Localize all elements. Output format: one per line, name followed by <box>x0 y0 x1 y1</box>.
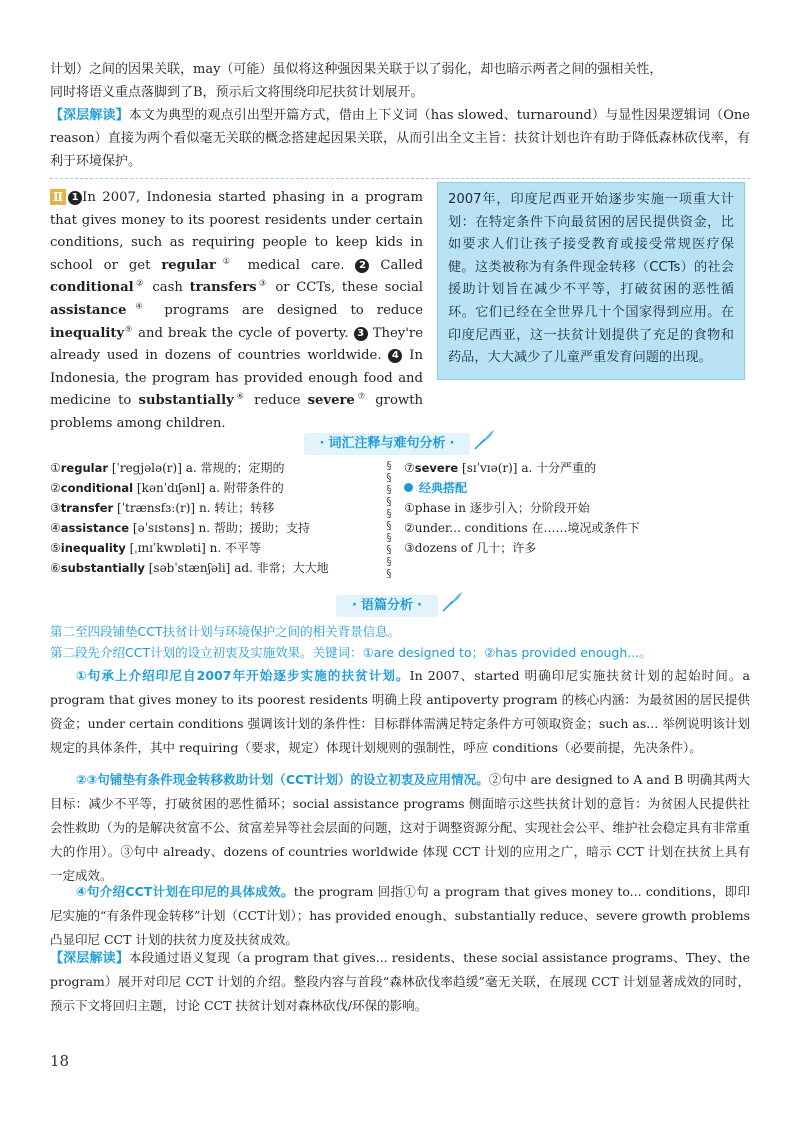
vocab-item: ②conditional [kənˈdɪʃənl] a. 附带条件的 <box>50 481 284 495</box>
vocab-ref: ⑦ <box>354 391 369 401</box>
analysis-deep-reading <box>50 946 750 1018</box>
collocation-item: ②under... conditions 在……境况或条件下 <box>404 521 640 535</box>
intro-paragraph <box>50 58 750 104</box>
vocab-item: ①regular [ˈregjələ(r)] a. 常规的；定期的 <box>50 461 285 475</box>
vocab-ref: ① <box>215 256 237 266</box>
sentence-marker: 3 <box>354 327 368 341</box>
collocation-item: ①phase in 逐步引入；分阶段开始 <box>404 501 590 515</box>
paragraph-number-badge: Ⅱ <box>50 189 66 205</box>
intro-deep-reading <box>50 104 750 173</box>
sentence-3: They're already used in dozens of countries worldwide. <box>50 325 423 364</box>
sentence-marker: 1 <box>68 191 82 205</box>
sentence-2a: Called <box>380 257 423 273</box>
sentence-2c: or CCTs, these social <box>268 280 424 296</box>
deep-reading-tag: 【深层解读】 <box>50 108 129 123</box>
vocab-item: ⑤inequality [ˌɪnɪˈkwɒləti] n. 不平等 <box>50 541 261 555</box>
vocab-word: substantially <box>138 393 234 409</box>
intro-line-1: 计划）之间的因果关联，may（可能）虽似将这种强因果关联于以了弱化，却也暗示两者之间的强相关性， <box>50 62 663 77</box>
vocab-word: regular <box>161 257 216 273</box>
vocab-ref: ⑤ <box>124 324 134 334</box>
quill-pen-icon <box>440 590 464 618</box>
vocab-ref: ⑥ <box>233 391 247 401</box>
collocation-item: ③dozens of 几十；许多 <box>404 541 537 555</box>
sentence-2b: cash <box>145 280 190 296</box>
page-number: 18 <box>50 1052 70 1070</box>
vocab-section-header <box>0 428 800 450</box>
vocab-item: ⑦severe [sɪˈvɪə(r)] a. 十分严重的 <box>404 461 597 475</box>
vocab-section-title: 词汇注释与难句分析 <box>328 435 446 451</box>
intro-line-2: 同时将语义重点落脚到了B，预示后文将围绕印尼扶贫计划展开。 <box>50 85 424 100</box>
sentence-2e: and break the cycle of poverty. <box>133 325 354 341</box>
bullet-dot-icon <box>404 483 413 492</box>
analysis-section-title: 语篇分析 <box>360 597 413 613</box>
vocab-section-title-pill: · 词汇注释与难句分析 · <box>304 433 471 455</box>
quill-pen-icon <box>472 428 496 456</box>
sentence-4a: In Indonesia, the program has provided enough food and medicine to <box>50 348 423 409</box>
translation-box: 2007年，印度尼西亚开始逐步实施一项重大计划：在特定条件下向最贫困的居民提供资金，比如要求人们让孩子接受教育或接受常规医疗保健。这类被称为有条件现金转移（CCTs）的社会援助计划旨在减少不平等，打破贫困的恶性循环。它们已经在全世界几十个国家得到应用。在印度尼西亚，这一扶贫计划提供了充足的食物和药品，大大减少了儿童严重发育问题的出现。 <box>437 182 745 380</box>
analysis-sentence-2-3: ②③句铺垫有条件现金转移救助计划（CCT计划）的设立初衷及应用情况。②句中 are designed to A and B 明确其两大目标：减少不平等，打破贫困的恶性循环；social assistance programs 侧面暗示这些扶贫计划的意旨：为贫困人民提供社会性救助（为的是解决贫富不公、贫富差异等社会层面的问题，这对于调整资源分配、实现社会公平、维护社会稳定具有非常重大的作用）。③句中 already、dozens of countries worldwide 体现 CCT 计划的应用之广，暗示 CCT 计划在扶贫上具有一定成效。 <box>50 772 751 883</box>
deep-reading-text: 本段通过语义复现（a program that gives... residents、these social assistance programs、They、the program）展开对印尼 CCT 计划的介绍。整段内容与首段“森林砍伐率趋缓”毫无关联，在展现 CCT 计划显著成效的同时，预示下文将回归主题，讨论 CCT 扶贫计划对森林砍伐/环保的影响。 <box>50 950 750 1013</box>
vocab-ref: ④ <box>126 301 152 311</box>
english-passage <box>50 187 423 436</box>
dashed-divider <box>50 178 750 179</box>
analysis-sentence-4: ④句介绍CCT计划在印尼的具体成效。the program 回指①句 a program that gives money to... conditions，即印尼实施的“有条件现金转移”计划（CCT计划）；has provided enough、substantially reduce、severe growth problems 凸显印尼 CCT 计划的扶贫力度及扶贫成效。 <box>50 884 750 947</box>
sentence-4b: reduce <box>246 393 308 409</box>
analysis-sentence-1: ①句承上介绍印尼自2007年开始逐步实施的扶贫计划。In 2007、started 明确印尼实施扶贫计划的起始时间。a program that gives money to its poorest residents 明确上段 antipoverty program 的核心内涵：为最贫困的居民提供资金；under certain conditions 强调该计划的条件性：目标群体需满足特定条件方可领取资金；such as... 举例说明该计划规定的具体条件，其中 requiring（要求，规定）体现计划规则的强制性，呼应 conditions（必要前提，先决条件）。 <box>50 668 750 755</box>
vocab-right-column <box>404 458 639 558</box>
vocab-item: ④assistance [əˈsɪstəns] n. 帮助；援助；支持 <box>50 521 310 535</box>
vocab-item: ⑥substantially [səbˈstænʃəli] ad. 非常；大大地 <box>50 561 329 575</box>
vocab-word: severe <box>307 393 355 409</box>
vocab-word: transfers <box>189 280 257 296</box>
deep-reading-tag: 【深层解读】 <box>50 951 129 966</box>
chain-divider: § § § § § § § § § § <box>386 459 392 580</box>
vocab-ref: ③ <box>256 278 269 288</box>
vocab-item: ③transfer [ˈtrænsfɜː(r)] n. 转让；转移 <box>50 501 275 515</box>
analysis-summary: 第二至四段铺垫CCT扶贫计划与环境保护之间的相关背景信息。 <box>50 624 401 639</box>
vocab-list <box>50 458 329 578</box>
analysis-keywords: 第二段先介绍CCT计划的设立初衷及实施效果。关键词：①are designed to；②has provided enough...。 <box>50 645 652 660</box>
vocab-word: inequality <box>50 325 125 341</box>
sentence-4c: growth problems among children. <box>50 393 424 431</box>
sentence-1b: medical care. <box>236 257 356 273</box>
vocab-word: conditional <box>50 280 134 296</box>
deep-reading-text: 本文为典型的观点引出型开篇方式，借由上下义词（has slowed、turnaround）与显性因果逻辑词（One reason）直接为两个看似毫无关联的概念搭建起因果关联，从而引出全文主旨：扶贫计划也许有助于降低森林砍伐率，有利于环境保护。 <box>50 108 750 169</box>
classic-collocation-heading: 经典搭配 <box>404 478 639 498</box>
sentence-marker: 4 <box>388 349 402 363</box>
analysis-section-header <box>0 590 800 612</box>
vocab-word: assistance <box>50 302 127 318</box>
sentence-1a: In 2007, Indonesia started phasing in a program that gives money to its poorest residents under certain conditions, such as requiring people to keep kids in school or get <box>50 190 423 273</box>
vocab-ref: ② <box>133 278 146 288</box>
sentence-2d: programs are designed to reduce <box>151 302 423 318</box>
sentence-marker: 2 <box>355 259 369 273</box>
analysis-section-title-pill: · 语篇分析 · <box>336 595 438 617</box>
